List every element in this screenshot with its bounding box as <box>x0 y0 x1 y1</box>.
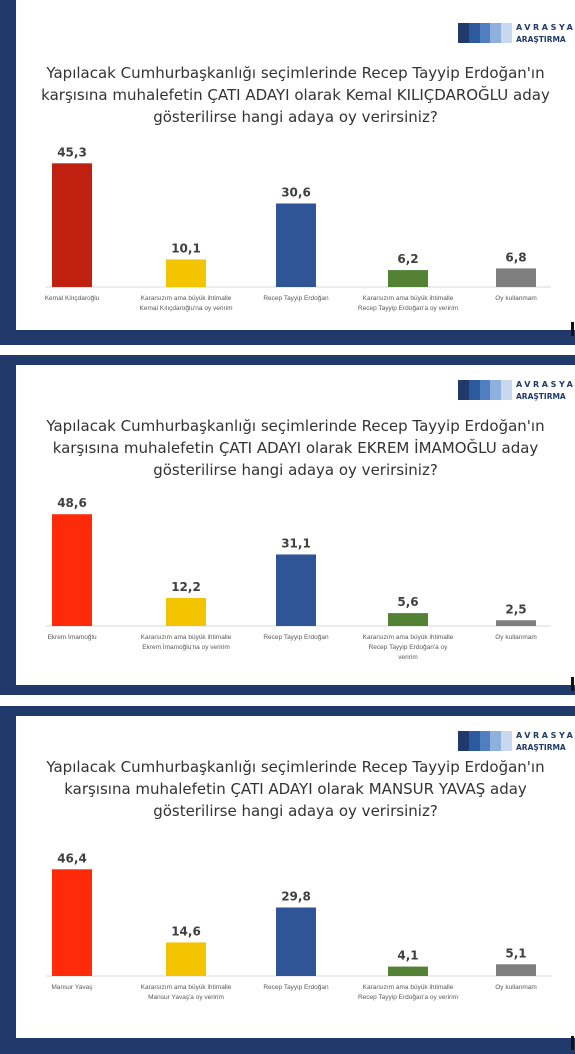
corner-mark <box>571 322 574 336</box>
chart-title-line: karşısına muhalefetin ÇATI ADAYI olarak Kemal KILIÇDAROĞLU aday <box>41 86 550 104</box>
bar-value-label: 48,6 <box>57 496 87 511</box>
bar-value-label: 14,6 <box>171 924 201 939</box>
category-label: Recep Tayyip Erdoğan'a oy veririm <box>357 994 459 1001</box>
category-label: Recep Tayyip Erdoğan <box>263 634 329 641</box>
bar-value-label: 5,6 <box>397 595 419 610</box>
brand-name: AVRASYA <box>516 380 575 389</box>
bar-chart <box>16 365 575 685</box>
category-label: Ekrem İmamoğlu <box>47 634 97 641</box>
category-label: Kararsızım ama büyük ihtimalle <box>362 295 454 302</box>
bar-value-label: 46,4 <box>57 851 87 866</box>
chart-panel-3 <box>0 706 575 1054</box>
corner-mark <box>571 1036 574 1050</box>
bar <box>388 270 428 287</box>
chart-title-line: gösterilirse hangi adaya oy verirsiniz? <box>153 461 438 479</box>
bar <box>496 620 536 626</box>
category-label: Kararsızım ama büyük ihtimalle <box>362 634 454 641</box>
category-label: Kararsızım ama büyük ihtimalle <box>140 295 232 302</box>
bar-value-label: 29,8 <box>281 889 311 904</box>
bar <box>276 203 316 287</box>
brand-subtitle: ARAŞTIRMA <box>516 35 566 44</box>
bar-value-label: 12,2 <box>171 579 201 594</box>
bar <box>388 967 428 976</box>
bar <box>52 163 92 287</box>
bar-chart <box>16 716 575 1038</box>
chart-panel-2 <box>0 355 575 695</box>
chart-title-line: gösterilirse hangi adaya oy verirsiniz? <box>153 802 438 820</box>
category-label: Mansur Yavaş <box>51 984 93 991</box>
bar-value-label: 6,8 <box>505 250 527 265</box>
bar <box>166 598 206 626</box>
bar-value-label: 4,1 <box>397 948 419 963</box>
category-label: Oy kullanmam <box>495 295 537 302</box>
chart-title-line: Yapılacak Cumhurbaşkanlığı seçimlerinde Recep Tayyip Erdoğan'ın <box>46 417 545 435</box>
bar <box>496 268 536 287</box>
chart-title-line: gösterilirse hangi adaya oy verirsiniz? <box>153 108 438 126</box>
brand-subtitle: ARAŞTIRMA <box>516 743 566 752</box>
category-label: Mansur Yavaş'a oy veririm <box>148 994 224 1001</box>
bar-value-label: 30,6 <box>281 185 311 200</box>
chart-card <box>16 716 575 1038</box>
category-label: Kararsızım ama büyük ihtimalle <box>140 634 232 641</box>
chart-title-line: karşısına muhalefetin ÇATI ADAYI olarak MANSUR YAVAŞ aday <box>64 780 527 798</box>
bar <box>276 554 316 626</box>
chart-card <box>16 0 575 330</box>
category-label: Oy kullanmam <box>495 984 537 991</box>
chart-title-line: karşısına muhalefetin ÇATI ADAYI olarak EKREM İMAMOĞLU aday <box>52 439 539 457</box>
category-label: Recep Tayyip Erdoğan'a oy veririm <box>357 305 459 312</box>
brand-name: AVRASYA <box>516 731 575 740</box>
chart-title-line: Yapılacak Cumhurbaşkanlığı seçimlerinde Recep Tayyip Erdoğan'ın <box>46 64 545 82</box>
chart-title-line: Yapılacak Cumhurbaşkanlığı seçimlerinde Recep Tayyip Erdoğan'ın <box>46 758 545 776</box>
bar-chart <box>16 0 575 330</box>
bar-value-label: 10,1 <box>171 241 201 256</box>
bar <box>276 907 316 976</box>
bar-value-label: 31,1 <box>281 536 311 551</box>
bar <box>166 942 206 976</box>
bar <box>496 964 536 976</box>
bar <box>52 514 92 626</box>
category-label: Recep Tayyip Erdoğan <box>263 984 329 991</box>
category-label: Oy kullanmam <box>495 634 537 641</box>
category-label: Kararsızım ama büyük ihtimalle <box>140 984 232 991</box>
bar <box>52 869 92 976</box>
category-label: Recep Tayyip Erdoğan'a oy <box>368 644 448 651</box>
category-label: Recep Tayyip Erdoğan <box>263 295 329 302</box>
bar-value-label: 2,5 <box>505 602 527 617</box>
chart-panel-1 <box>0 0 575 345</box>
category-label: Ekrem İmamoğlu'na oy veririm <box>142 644 230 651</box>
category-label: Kemal Kılıçdaroğlu <box>44 295 100 302</box>
category-label: Kemal Kılıçdaroğlu'na oy veririm <box>139 305 233 312</box>
corner-mark <box>571 677 574 691</box>
chart-card <box>16 365 575 685</box>
bar-value-label: 45,3 <box>57 145 87 160</box>
category-label: Kararsızım ama büyük ihtimalle <box>362 984 454 991</box>
bar-value-label: 5,1 <box>505 946 527 961</box>
category-label: veririm <box>398 654 418 661</box>
brand-subtitle: ARAŞTIRMA <box>516 392 566 401</box>
bar <box>166 259 206 287</box>
bar <box>388 613 428 626</box>
brand-name: AVRASYA <box>516 23 575 32</box>
bar-value-label: 6,2 <box>397 252 419 267</box>
